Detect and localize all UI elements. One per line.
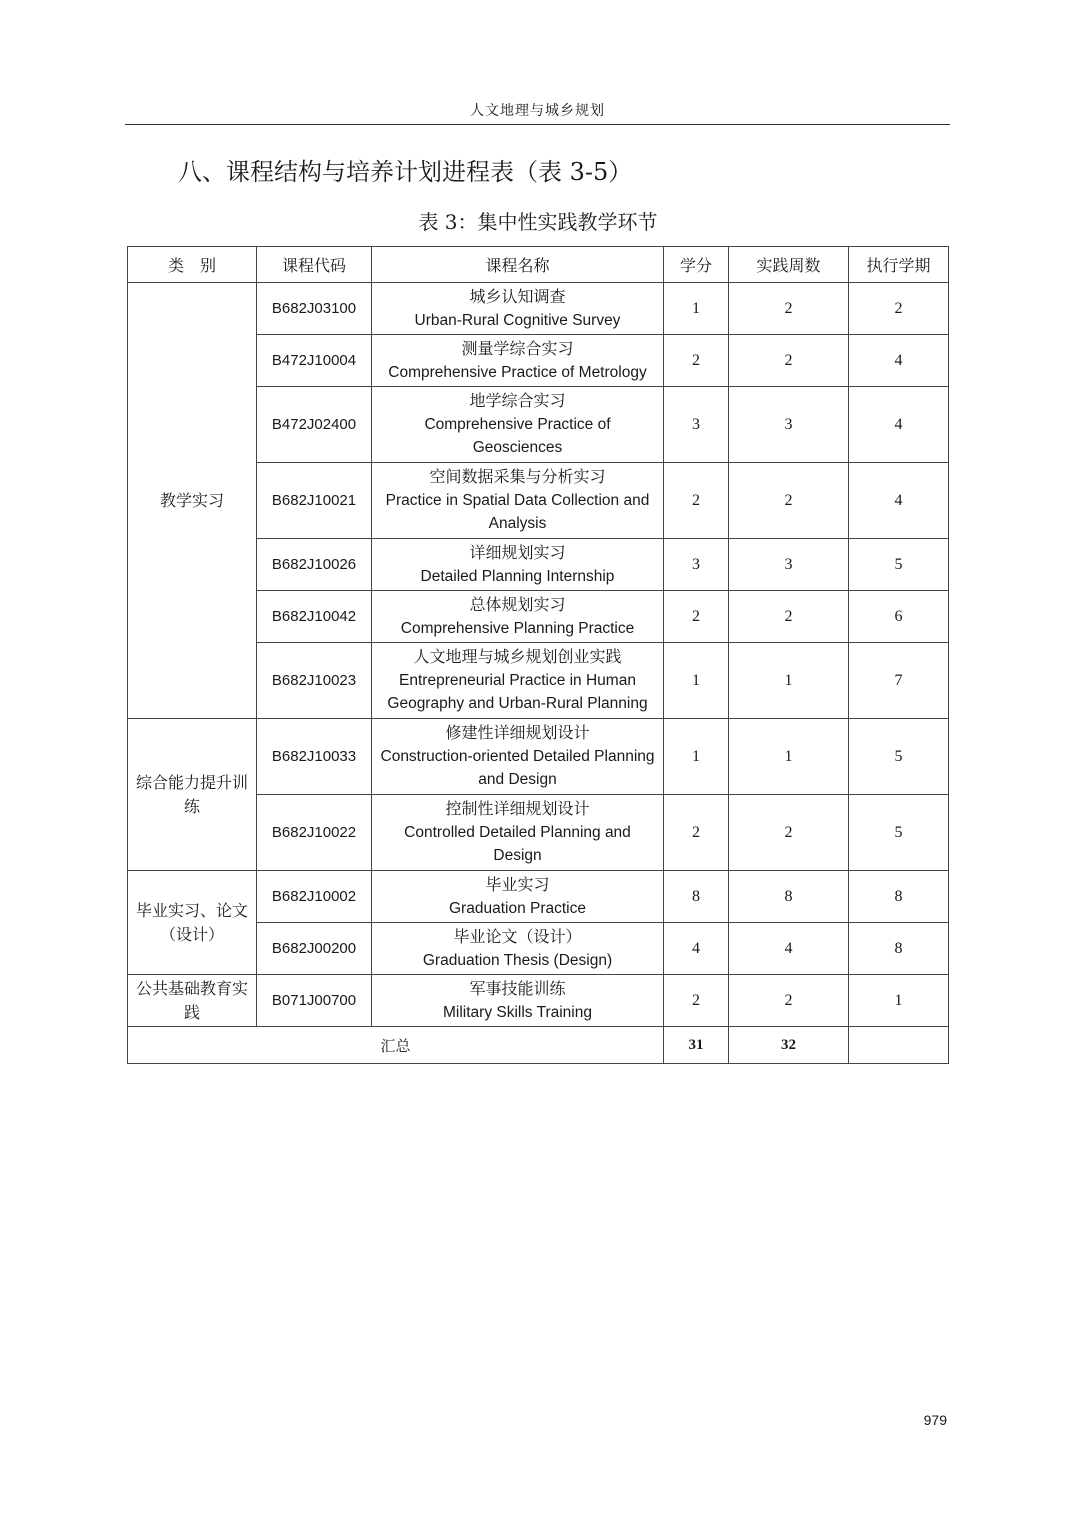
course-name-cn: 地学综合实习 bbox=[469, 391, 566, 411]
course-name-cn: 毕业实习 bbox=[485, 875, 550, 894]
course-code: B682J10022 bbox=[257, 795, 372, 871]
course-code: B682J00200 bbox=[257, 923, 372, 975]
course-weeks: 3 bbox=[729, 387, 849, 463]
course-weeks: 4 bbox=[729, 923, 849, 975]
course-weeks: 2 bbox=[729, 283, 849, 335]
course-name bbox=[372, 923, 664, 975]
course-weeks: 2 bbox=[729, 463, 849, 539]
course-semester: 1 bbox=[849, 975, 949, 1027]
course-credits: 3 bbox=[664, 539, 729, 591]
course-semester: 7 bbox=[849, 643, 949, 719]
header-code: 课程代码 bbox=[257, 247, 372, 283]
course-name-cn: 总体规划实习 bbox=[469, 595, 566, 614]
course-name-en: Comprehensive Planning Practice bbox=[400, 619, 635, 637]
course-name-cn: 详细规划实习 bbox=[469, 543, 566, 562]
course-credits: 2 bbox=[664, 591, 729, 643]
total-semester bbox=[849, 1027, 949, 1064]
table-caption: 表 3：集中性实践教学环节 bbox=[418, 210, 658, 234]
course-weeks: 2 bbox=[729, 591, 849, 643]
course-credits: 2 bbox=[664, 335, 729, 387]
course-credits: 1 bbox=[664, 643, 729, 719]
practice-table bbox=[127, 246, 949, 1064]
course-semester: 5 bbox=[849, 795, 949, 871]
course-name bbox=[372, 871, 664, 923]
course-weeks: 2 bbox=[729, 975, 849, 1027]
header-semester: 执行学期 bbox=[849, 247, 949, 283]
course-name-en: Detailed Planning Internship bbox=[420, 567, 615, 585]
total-label: 汇总 bbox=[128, 1027, 664, 1064]
course-name-en: Controlled Detailed Planning and Design bbox=[404, 823, 631, 865]
course-name-en: Graduation Practice bbox=[449, 899, 586, 917]
course-code: B682J10021 bbox=[257, 463, 372, 539]
category-cell: 公共基础教育实践 bbox=[128, 975, 257, 1027]
course-weeks: 2 bbox=[729, 795, 849, 871]
course-name-en: Comprehensive Practice of Geosciences bbox=[424, 415, 611, 457]
course-code: B682J10023 bbox=[257, 643, 372, 719]
course-code: B682J03100 bbox=[257, 283, 372, 335]
course-name-cn: 空间数据采集与分析实习 bbox=[429, 467, 606, 487]
course-credits: 8 bbox=[664, 871, 729, 923]
course-name bbox=[372, 335, 664, 387]
page-number: 979 bbox=[923, 1412, 947, 1428]
course-name-cn: 军事技能训练 bbox=[469, 979, 566, 998]
course-name bbox=[372, 387, 664, 463]
course-weeks: 1 bbox=[729, 719, 849, 795]
course-semester: 6 bbox=[849, 591, 949, 643]
table-header-row bbox=[128, 247, 949, 283]
course-name-cn: 城乡认知调查 bbox=[469, 287, 566, 306]
course-weeks: 2 bbox=[729, 335, 849, 387]
header-category: 类 别 bbox=[128, 247, 257, 283]
course-credits: 2 bbox=[664, 795, 729, 871]
course-code: B472J10004 bbox=[257, 335, 372, 387]
course-name-en: Entrepreneurial Practice in Human Geography and Urban-Rural Planning bbox=[387, 671, 648, 713]
course-name bbox=[372, 463, 664, 539]
header-weeks: 实践周数 bbox=[729, 247, 849, 283]
course-credits: 1 bbox=[664, 283, 729, 335]
category-cell: 教学实习 bbox=[128, 283, 257, 719]
course-name bbox=[372, 643, 664, 719]
course-credits: 2 bbox=[664, 463, 729, 539]
course-name-en: Graduation Thesis (Design) bbox=[422, 951, 613, 969]
course-semester: 5 bbox=[849, 539, 949, 591]
category-cell: 毕业实习、论文（设计） bbox=[128, 871, 257, 975]
course-semester: 8 bbox=[849, 871, 949, 923]
course-name-cn: 控制性详细规划设计 bbox=[445, 799, 590, 819]
course-name-en: Practice in Spatial Data Collection and Analysis bbox=[385, 491, 650, 533]
course-semester: 2 bbox=[849, 283, 949, 335]
header-rule bbox=[125, 124, 950, 125]
header-credits: 学分 bbox=[664, 247, 729, 283]
section-title: 八、课程结构与培养计划进程表（表 3-5） bbox=[178, 158, 633, 186]
course-name bbox=[372, 795, 664, 871]
course-code: B071J00700 bbox=[257, 975, 372, 1027]
course-semester: 4 bbox=[849, 463, 949, 539]
course-name bbox=[372, 539, 664, 591]
total-weeks: 32 bbox=[729, 1027, 849, 1064]
course-semester: 4 bbox=[849, 387, 949, 463]
course-semester: 8 bbox=[849, 923, 949, 975]
category-cell: 综合能力提升训练 bbox=[128, 719, 257, 871]
course-code: B682J10002 bbox=[257, 871, 372, 923]
course-credits: 1 bbox=[664, 719, 729, 795]
course-name-cn: 测量学综合实习 bbox=[461, 339, 574, 358]
course-weeks: 8 bbox=[729, 871, 849, 923]
course-semester: 4 bbox=[849, 335, 949, 387]
running-header: 人文地理与城乡规划 bbox=[470, 103, 605, 119]
course-name-en: Military Skills Training bbox=[442, 1003, 592, 1021]
course-name bbox=[372, 975, 664, 1027]
course-name bbox=[372, 283, 664, 335]
course-credits: 2 bbox=[664, 975, 729, 1027]
table-row bbox=[128, 283, 949, 335]
table-row bbox=[128, 975, 949, 1027]
course-name-en: Comprehensive Practice of Metrology bbox=[388, 363, 647, 381]
table-row bbox=[128, 719, 949, 795]
course-name-cn: 人文地理与城乡规划创业实践 bbox=[413, 647, 622, 667]
course-name-en: Urban-Rural Cognitive Survey bbox=[414, 311, 621, 329]
course-name-cn: 修建性详细规划设计 bbox=[445, 723, 590, 743]
course-code: B682J10033 bbox=[257, 719, 372, 795]
course-code: B472J02400 bbox=[257, 387, 372, 463]
course-weeks: 1 bbox=[729, 643, 849, 719]
course-name bbox=[372, 719, 664, 795]
course-name-cn: 毕业论文（设计） bbox=[453, 927, 582, 946]
course-weeks: 3 bbox=[729, 539, 849, 591]
course-credits: 3 bbox=[664, 387, 729, 463]
course-credits: 4 bbox=[664, 923, 729, 975]
course-name bbox=[372, 591, 664, 643]
total-credits: 31 bbox=[664, 1027, 729, 1064]
course-name-en: Construction-oriented Detailed Planning and Design bbox=[380, 747, 655, 789]
course-code: B682J10042 bbox=[257, 591, 372, 643]
header-name: 课程名称 bbox=[372, 247, 664, 283]
total-row bbox=[128, 1027, 949, 1064]
course-code: B682J10026 bbox=[257, 539, 372, 591]
course-semester: 5 bbox=[849, 719, 949, 795]
table-row bbox=[128, 871, 949, 923]
